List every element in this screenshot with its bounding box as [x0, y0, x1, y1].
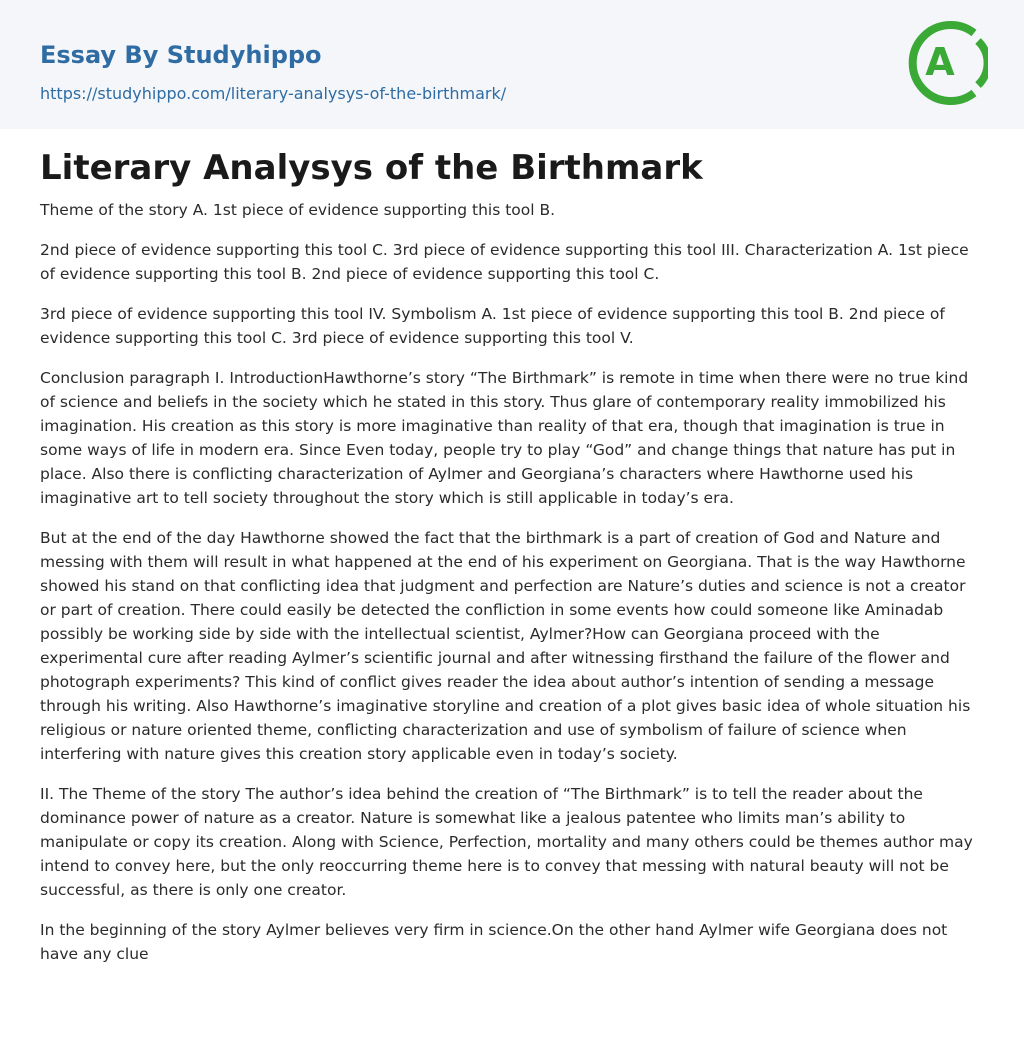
essay-paragraph: But at the end of the day Hawthorne showed the fact that the birthmark is a part of creation of God and Nature and messing with them will result in what happened at the end of his experiment on Georgiana. That is the way Hawthorne showed his stand on that conflicting idea that judgment and perfection are Nature’s duties and science is not a creator or part of creation. There could easily be detected the confliction in some events how could someone like Aminadab possibly be working side by side with the intellectual scientist, Aylmer?How can Georgiana proceed with the experimental cure after reading Aylmer’s scientific journal and after witnessing firsthand the failure of the flower and photograph experiments? This kind of conflict gives reader the idea about author’s intention of sending a message through his writing. Also Hawthorne’s imaginative storyline and creation of a plot gives basic idea of whole situation his religious or nature oriented theme, conflicting characterization and use of symbolism of failure of science when interfering with nature gives this creation story applicable even in today’s society.	[40, 529, 971, 763]
essay-paragraph: 2nd piece of evidence supporting this tool C. 3rd piece of evidence supporting this tool III. Characterization A. 1st piece of evidence supporting this tool B. 2nd piece of evidence supporting this tool C.	[40, 241, 969, 283]
essay-title: Literary Analysys of the Birthmark	[40, 148, 703, 188]
essay-paragraph: 3rd piece of evidence supporting this tool IV. Symbolism A. 1st piece of evidence supporting this tool B. 2nd piece of evidence supporting this tool C. 3rd piece of evidence supporting this tool V.	[40, 305, 945, 347]
studyhippo-logo-icon[interactable]	[900, 19, 988, 107]
essay-paragraph: Conclusion paragraph I. IntroductionHawthorne’s story “The Birthmark” is remote in time when there were no true kind of science and beliefs in the society which he stated in this story. Thus glare of contemporary reality immobilized his imagination. His creation as this story is more imaginative than reality of that era, though that imagination is true in some ways of life in modern era. Since Even today, people try to play “God” and change things that nature has put in place. Also there is conflicting characterization of Aylmer and Georgiana’s characters where Hawthorne used his imaginative art to tell society throughout the story which is still applicable in today’s era.	[40, 369, 969, 507]
essay-paragraph: II. The Theme of the story The author’s idea behind the creation of “The Birthmark” is to tell the reader about the dominance power of nature as a creator. Nature is somewhat like a jealous patentee who limits man’s ability to manipulate or copy its creation. Along with Science, Perfection, mortality and many others could be themes author may intend to convey here, but the only reoccurring theme here is to convey that messing with natural beauty will not be successful, as there is only one creator.	[40, 785, 973, 899]
brand-title[interactable]: Essay By Studyhippo	[40, 41, 322, 69]
source-url-link[interactable]: https://studyhippo.com/literary-analysys-of-the-birthmark/	[40, 84, 507, 103]
logo-letter: A	[925, 40, 955, 84]
essay-paragraph: Theme of the story A. 1st piece of evidence supporting this tool B.	[40, 201, 556, 219]
site-header	[0, 0, 1024, 129]
essay-content	[40, 147, 984, 982]
essay-paragraph: In the beginning of the story Aylmer believes very firm in science.On the other hand Aylmer wife Georgiana does not have any clue	[40, 921, 948, 963]
